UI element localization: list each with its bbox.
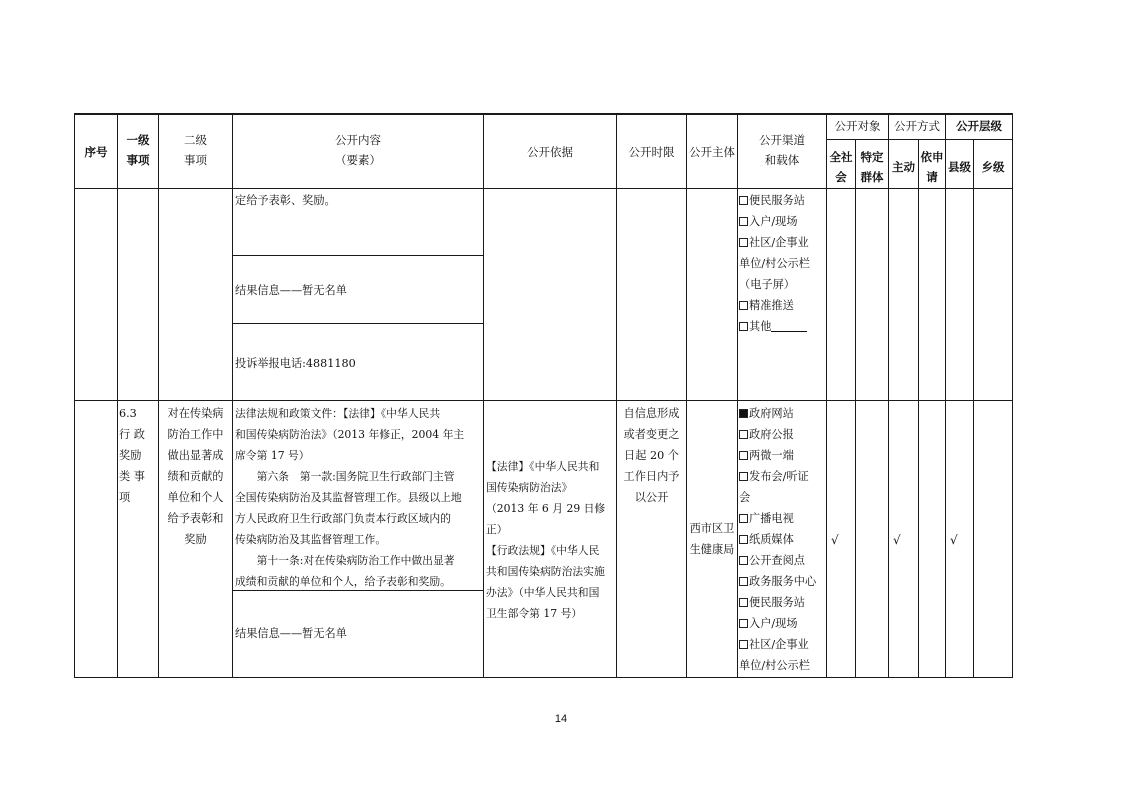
row2-timelimit-line: 工作日内予: [623, 470, 680, 483]
col-border: [686, 113, 687, 678]
header-seq: 序号: [84, 145, 108, 159]
row-separator: [74, 400, 1013, 401]
row2-level2-line: 绩和贡献的: [167, 470, 224, 483]
col-border-left: [74, 113, 75, 678]
channel-item-continued: [739, 487, 826, 508]
header-level2: [159, 130, 232, 170]
header-level2-line: 事项: [184, 153, 207, 167]
header-channel-line: 和载体: [764, 153, 800, 167]
row2-level2-line: 做出显著成: [167, 449, 224, 462]
row2-content-line: 成绩和贡献的单位和个人，给予表彰和奖励。: [235, 575, 451, 588]
checkbox-icon: [739, 598, 748, 607]
checkbox-icon: [739, 556, 748, 565]
channel-item: [739, 529, 826, 550]
checkbox-icon: [739, 535, 748, 544]
row2-content-line: 全国传染病防治及其监督管理工作。县级以上地: [235, 491, 462, 504]
header-level1-line: 事项: [126, 153, 150, 167]
col-border: [945, 113, 946, 678]
check-mark-all-society: √: [831, 533, 839, 547]
row2-level2-line: 单位和个人: [167, 491, 224, 504]
checkbox-icon: [739, 451, 748, 460]
channel-item: [739, 613, 826, 634]
channel-item: [739, 232, 826, 253]
row1-content-divider-1: [232, 255, 483, 256]
row2-seq-line: 类 事: [119, 470, 145, 483]
header-method-apply-line: 依申: [920, 150, 944, 164]
row2-result-info: 结果信息——暂无名单: [235, 627, 347, 640]
header-level2-line: 二级: [184, 133, 207, 147]
row2-content-line: 席令第 17 号）: [235, 449, 310, 462]
header-content-line: （要素）: [335, 153, 381, 167]
header-level-township: 乡级: [981, 160, 1005, 174]
row2-content-line: 第六条 第一款:国务院卫生行政部门主管: [256, 470, 455, 483]
channel-item: [739, 403, 826, 424]
checkbox-icon: [739, 238, 748, 247]
channel-label: 单位/村公示栏: [739, 659, 810, 672]
header-level1: [118, 130, 158, 170]
check-mark-county: √: [950, 533, 958, 547]
col-border: [616, 113, 617, 678]
row2-timelimit: [617, 403, 686, 508]
row2-basis-line: 国传染病防治法》: [486, 481, 573, 494]
row1-channel-list: [739, 190, 826, 337]
header-method-apply-line: 请: [926, 170, 938, 184]
row2-level2-line: 给予表彰和: [167, 512, 224, 525]
row2-channel-list: [739, 403, 826, 676]
header-channel-line: 公开渠道: [759, 133, 805, 147]
header-audience-all-line: 会: [835, 170, 847, 184]
channel-item: [739, 445, 826, 466]
header-subject: 公开主体: [689, 145, 735, 159]
row2-basis-line: 正）: [486, 523, 508, 536]
col-border: [117, 113, 118, 678]
header-level-county: 县级: [948, 160, 971, 174]
header-level1-line: 一级: [126, 133, 150, 147]
row1-result-info: 结果信息——暂无名单: [235, 284, 347, 297]
checkbox-icon: [739, 577, 748, 586]
header-audience-specific-line: 群体: [860, 170, 884, 184]
row2-level2-line: 奖励: [184, 533, 207, 546]
channel-label: （电子屏）: [739, 278, 795, 291]
channel-item-continued: [739, 655, 826, 676]
channel-item-continued: [739, 253, 826, 274]
checkbox-icon: [739, 640, 748, 649]
row2-seq-line: 行 政: [119, 428, 145, 441]
channel-item: [739, 508, 826, 529]
row2-level2-line: 对在传染病: [167, 407, 224, 420]
header-timelimit: 公开时限: [628, 145, 675, 159]
channel-label: 纸质媒体: [749, 533, 794, 546]
header-content-line: 公开内容: [335, 133, 381, 147]
row2-level2-line: 防治工作中: [167, 428, 224, 441]
row2-content-line: 方人民政府卫生行政部门负责本行政区域内的: [235, 512, 451, 525]
channel-label: 政府网站: [749, 407, 794, 420]
row2-basis-line: 【行政法规】《中华人民: [486, 544, 600, 557]
col-border: [855, 139, 856, 678]
col-border: [158, 113, 159, 678]
channel-label: 两微一端: [749, 449, 794, 462]
blank-underline: [771, 319, 807, 332]
header-basis: 公开依据: [527, 145, 573, 159]
header-method-active: 主动: [892, 160, 915, 174]
channel-item: [739, 295, 826, 316]
row2-content-line: 法律法规和政策文件：【法律】《中华人民共: [235, 407, 441, 420]
row2-content-line: 第十一条:对在传染病防治工作中做出显著: [256, 554, 455, 567]
row2-seq-line: 奖励: [119, 449, 142, 462]
channel-label: 会: [739, 491, 751, 504]
channel-label: 便民服务站: [749, 596, 805, 609]
row2-timelimit-line: 或者变更之: [623, 428, 680, 441]
row2-subject: [687, 518, 737, 560]
channel-label: 公开查阅点: [749, 554, 805, 567]
channel-label: 单位/村公示栏: [739, 257, 810, 270]
row2-basis-line: 办法》（中华人民共和国: [486, 586, 600, 599]
check-mark-active: √: [893, 533, 901, 547]
row2-basis: [486, 456, 616, 624]
checkbox-checked-icon: [739, 409, 748, 418]
header-audience-all: [827, 147, 855, 187]
row2-basis-line: 卫生部令第 17 号）: [486, 607, 583, 620]
channel-label: 政务服务中心: [749, 575, 817, 588]
channel-label: 入户/现场: [749, 215, 798, 228]
col-border: [973, 139, 974, 678]
table-bottom-border: [74, 677, 1013, 678]
checkbox-icon: [739, 472, 748, 481]
col-border: [483, 113, 484, 678]
channel-item: [739, 424, 826, 445]
row1-content-divider-2: [232, 323, 483, 324]
header-audience-specific: [856, 147, 888, 187]
channel-label: 精准推送: [749, 299, 794, 312]
row2-content-line: 和国传染病防治法》（2013 年修正，2004 年主: [235, 428, 465, 441]
header-method: 公开方式: [894, 119, 940, 133]
header-content: [233, 130, 483, 170]
checkbox-icon: [739, 514, 748, 523]
checkbox-icon: [739, 196, 748, 205]
row2-content: [235, 403, 482, 592]
row2-basis-line: 共和国传染病防治法实施: [486, 565, 605, 578]
header-bottom-border: [74, 188, 1013, 189]
channel-label: 其他: [749, 320, 772, 333]
channel-label: 发布会/听证: [749, 470, 809, 483]
channel-label: 政府公报: [749, 428, 794, 441]
channel-item-continued: [739, 274, 826, 295]
checkbox-icon: [739, 322, 748, 331]
table-top-border: [74, 113, 1013, 115]
header-audience-specific-line: 特定: [860, 150, 884, 164]
row2-timelimit-line: 自信息形成: [623, 407, 680, 420]
channel-label: 便民服务站: [749, 194, 805, 207]
header-level: 公开层级: [956, 119, 1002, 133]
col-border: [737, 113, 738, 678]
header-audience: 公开对象: [834, 119, 881, 133]
channel-item: [739, 571, 826, 592]
channel-item: [739, 550, 826, 571]
row2-basis-line: 【法律】《中华人民共和: [486, 460, 600, 473]
header-method-apply: [919, 147, 945, 187]
row2-seq-line: 6.3: [119, 407, 137, 420]
channel-item: [739, 634, 826, 655]
checkbox-icon: [739, 619, 748, 628]
channel-item: [739, 190, 826, 211]
col-border-right: [1012, 113, 1013, 678]
row1-content-text: 定给予表彰、奖励。: [235, 194, 336, 207]
row2-subject-line: 生健康局: [689, 543, 735, 556]
channel-label: 广播电视: [749, 512, 794, 525]
row2-seq: [119, 403, 157, 508]
row2-seq-line: 项: [119, 491, 131, 504]
channel-label: 社区/企事业: [749, 236, 809, 249]
checkbox-icon: [739, 430, 748, 439]
row2-basis-line: （2013 年 6 月 29 日修: [486, 502, 606, 515]
channel-item: [739, 466, 826, 487]
col-border: [918, 139, 919, 678]
checkbox-icon: [739, 301, 748, 310]
row2-timelimit-line: 日起 20 个: [624, 449, 679, 462]
page-number: 14: [554, 713, 568, 725]
channel-item: [739, 316, 826, 337]
col-border: [232, 113, 233, 678]
row2-level2: [160, 403, 231, 550]
col-border: [826, 113, 827, 678]
checkbox-icon: [739, 217, 748, 226]
channel-item: [739, 592, 826, 613]
channel-item: [739, 211, 826, 232]
channel-label: 入户/现场: [749, 617, 798, 630]
row1-complaint-phone: 投诉举报电话:4881180: [235, 357, 356, 370]
row2-subject-line: 西市区卫: [689, 522, 735, 535]
col-border: [888, 113, 889, 678]
channel-label: 社区/企事业: [749, 638, 809, 651]
row2-content-line: 传染病防治及其监督管理工作。: [235, 533, 387, 546]
header-channel: [738, 130, 826, 170]
header-audience-all-line: 全社: [829, 150, 853, 164]
row2-timelimit-line: 以公开: [634, 491, 669, 504]
